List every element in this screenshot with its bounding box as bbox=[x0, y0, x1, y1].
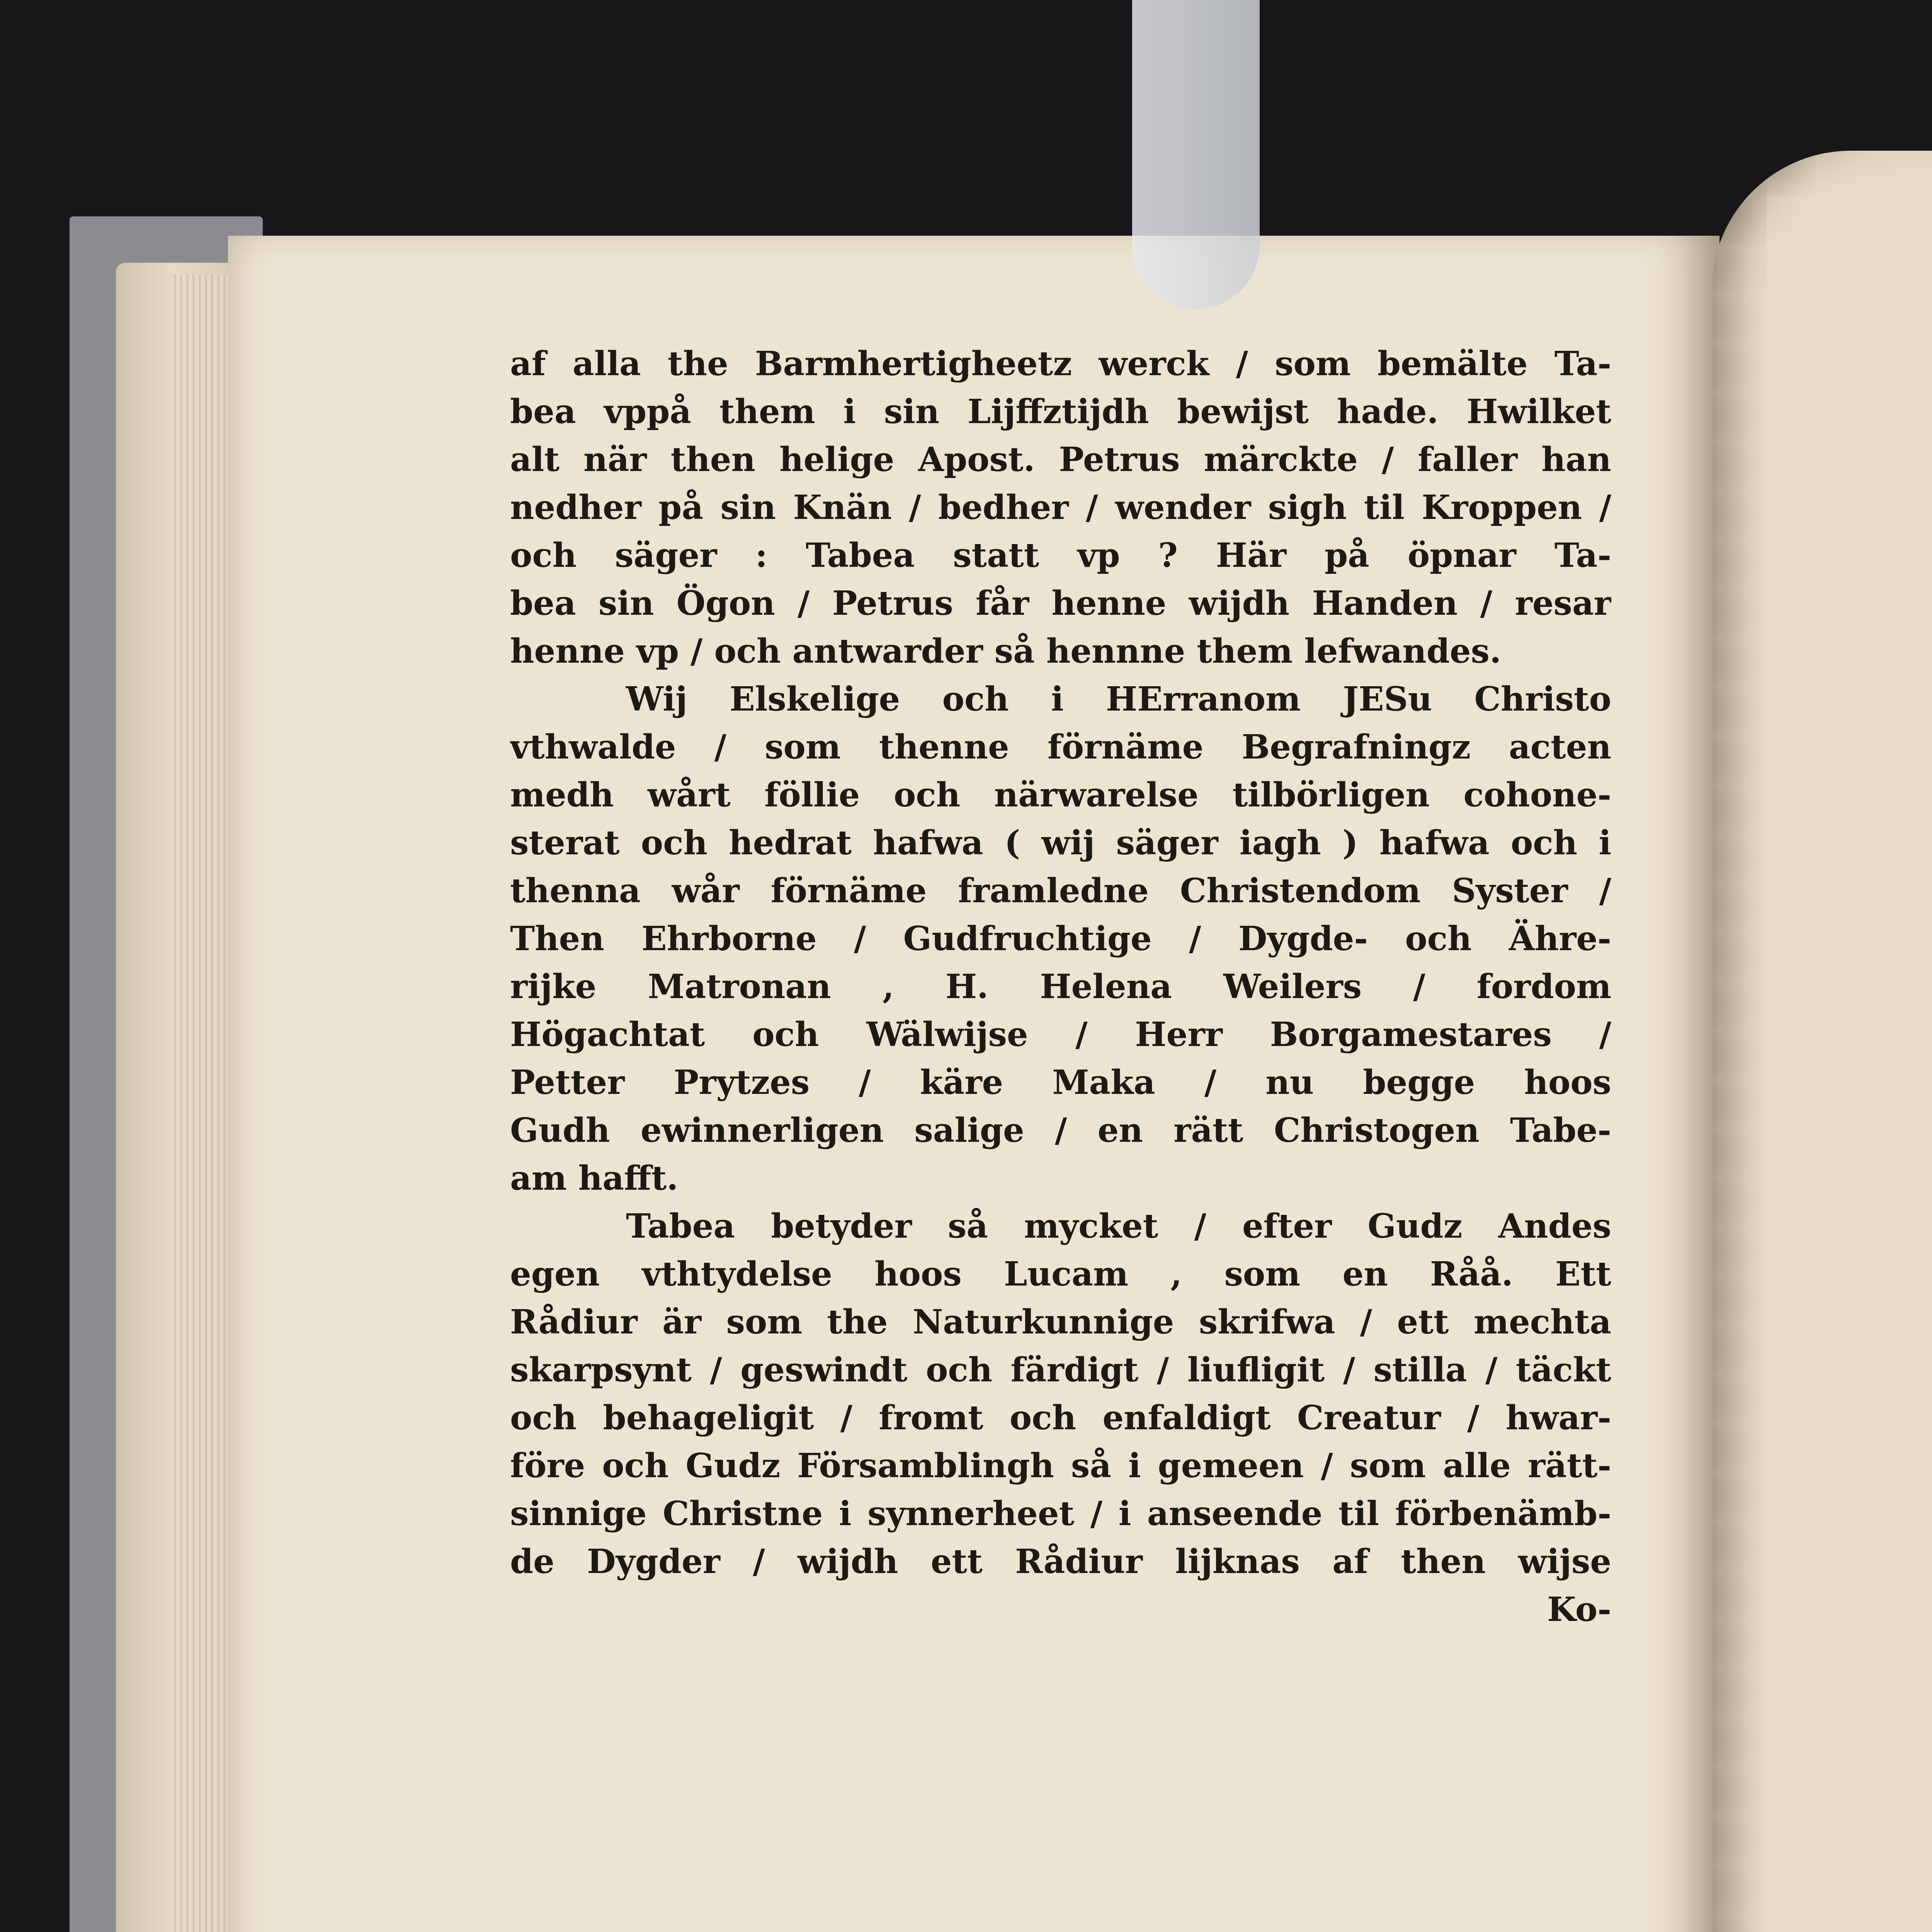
text-line: före och Gudz Församblingh så i gemeen / som alle rätt- bbox=[510, 1446, 1611, 1485]
catchword: Ko- bbox=[1547, 1590, 1611, 1629]
text-block-edge bbox=[116, 263, 243, 1932]
text-line: skarpsynt / geswindt och färdigt / liufligit / stilla / täckt bbox=[510, 1350, 1611, 1389]
text-line: sinnige Christne i synnerheet / i anseende til förbenämb- bbox=[510, 1494, 1611, 1533]
text-line: thenna wår förnäme framledne Christendom Syster / bbox=[510, 871, 1611, 910]
text-line: Petter Prytzes / käre Maka / nu begge hoos bbox=[510, 1063, 1611, 1102]
text-line: de Dygder / wijdh ett Rådiur lijknas af then wijse bbox=[510, 1542, 1611, 1581]
text-line: rijke Matronan , H. Helena Weilers / fordom bbox=[510, 967, 1611, 1006]
text-line: egen vthtydelse hoos Lucam , som en Råå. Ett bbox=[510, 1255, 1611, 1294]
text-line: Then Ehrborne / Gudfruchtige / Dygde- och Ähre- bbox=[510, 919, 1611, 958]
text-line: Rådiur är som the Naturkunnige skrifwa / ett mechta bbox=[510, 1303, 1611, 1342]
text-line: sterat och hedrat hafwa ( wij säger iagh ) hafwa och i bbox=[510, 823, 1611, 862]
text-line: nedher på sin Knän / bedher / wender sigh til Kroppen / bbox=[510, 488, 1611, 527]
text-line: Wij Elskelige och i HErranom JESu Christo bbox=[626, 680, 1611, 719]
text-line: Gudh ewinnerligen salige / en rätt Christogen Tabe- bbox=[510, 1111, 1611, 1150]
text-line: alt när then helige Apost. Petrus märckte / faller han bbox=[510, 440, 1611, 479]
text-line: af alla the Barmhertigheetz werck / som bemälte Ta- bbox=[510, 344, 1611, 383]
text-line: medh wårt föllie och närwarelse tilbörligen cohone- bbox=[510, 776, 1611, 815]
text-line: henne vp / och antwarder så hennne them lefwandes. bbox=[510, 632, 1502, 671]
text-line: och behageligit / fromt och enfaldigt Creatur / hwar- bbox=[510, 1398, 1611, 1437]
text-line: och säger : Tabea statt vp ? Här på öpnar Ta- bbox=[510, 536, 1611, 575]
top-holder-strip bbox=[1132, 0, 1260, 309]
text-line: bea sin Ögon / Petrus får henne wijdh Handen / resar bbox=[510, 584, 1611, 623]
right-page bbox=[1712, 151, 1932, 1932]
text-line: vthwalde / som thenne förnäme Begrafningz acten bbox=[510, 728, 1611, 767]
page-text bbox=[510, 340, 1611, 1634]
text-line: am hafft. bbox=[510, 1159, 679, 1198]
text-line: Högachtat och Wälwijse / Herr Borgamestares / bbox=[510, 1015, 1611, 1054]
text-line: bea vppå them i sin Lijffztijdh bewijst hade. Hwilket bbox=[510, 392, 1611, 431]
text-line: Tabea betyder så mycket / efter Gudz Andes bbox=[626, 1207, 1611, 1246]
